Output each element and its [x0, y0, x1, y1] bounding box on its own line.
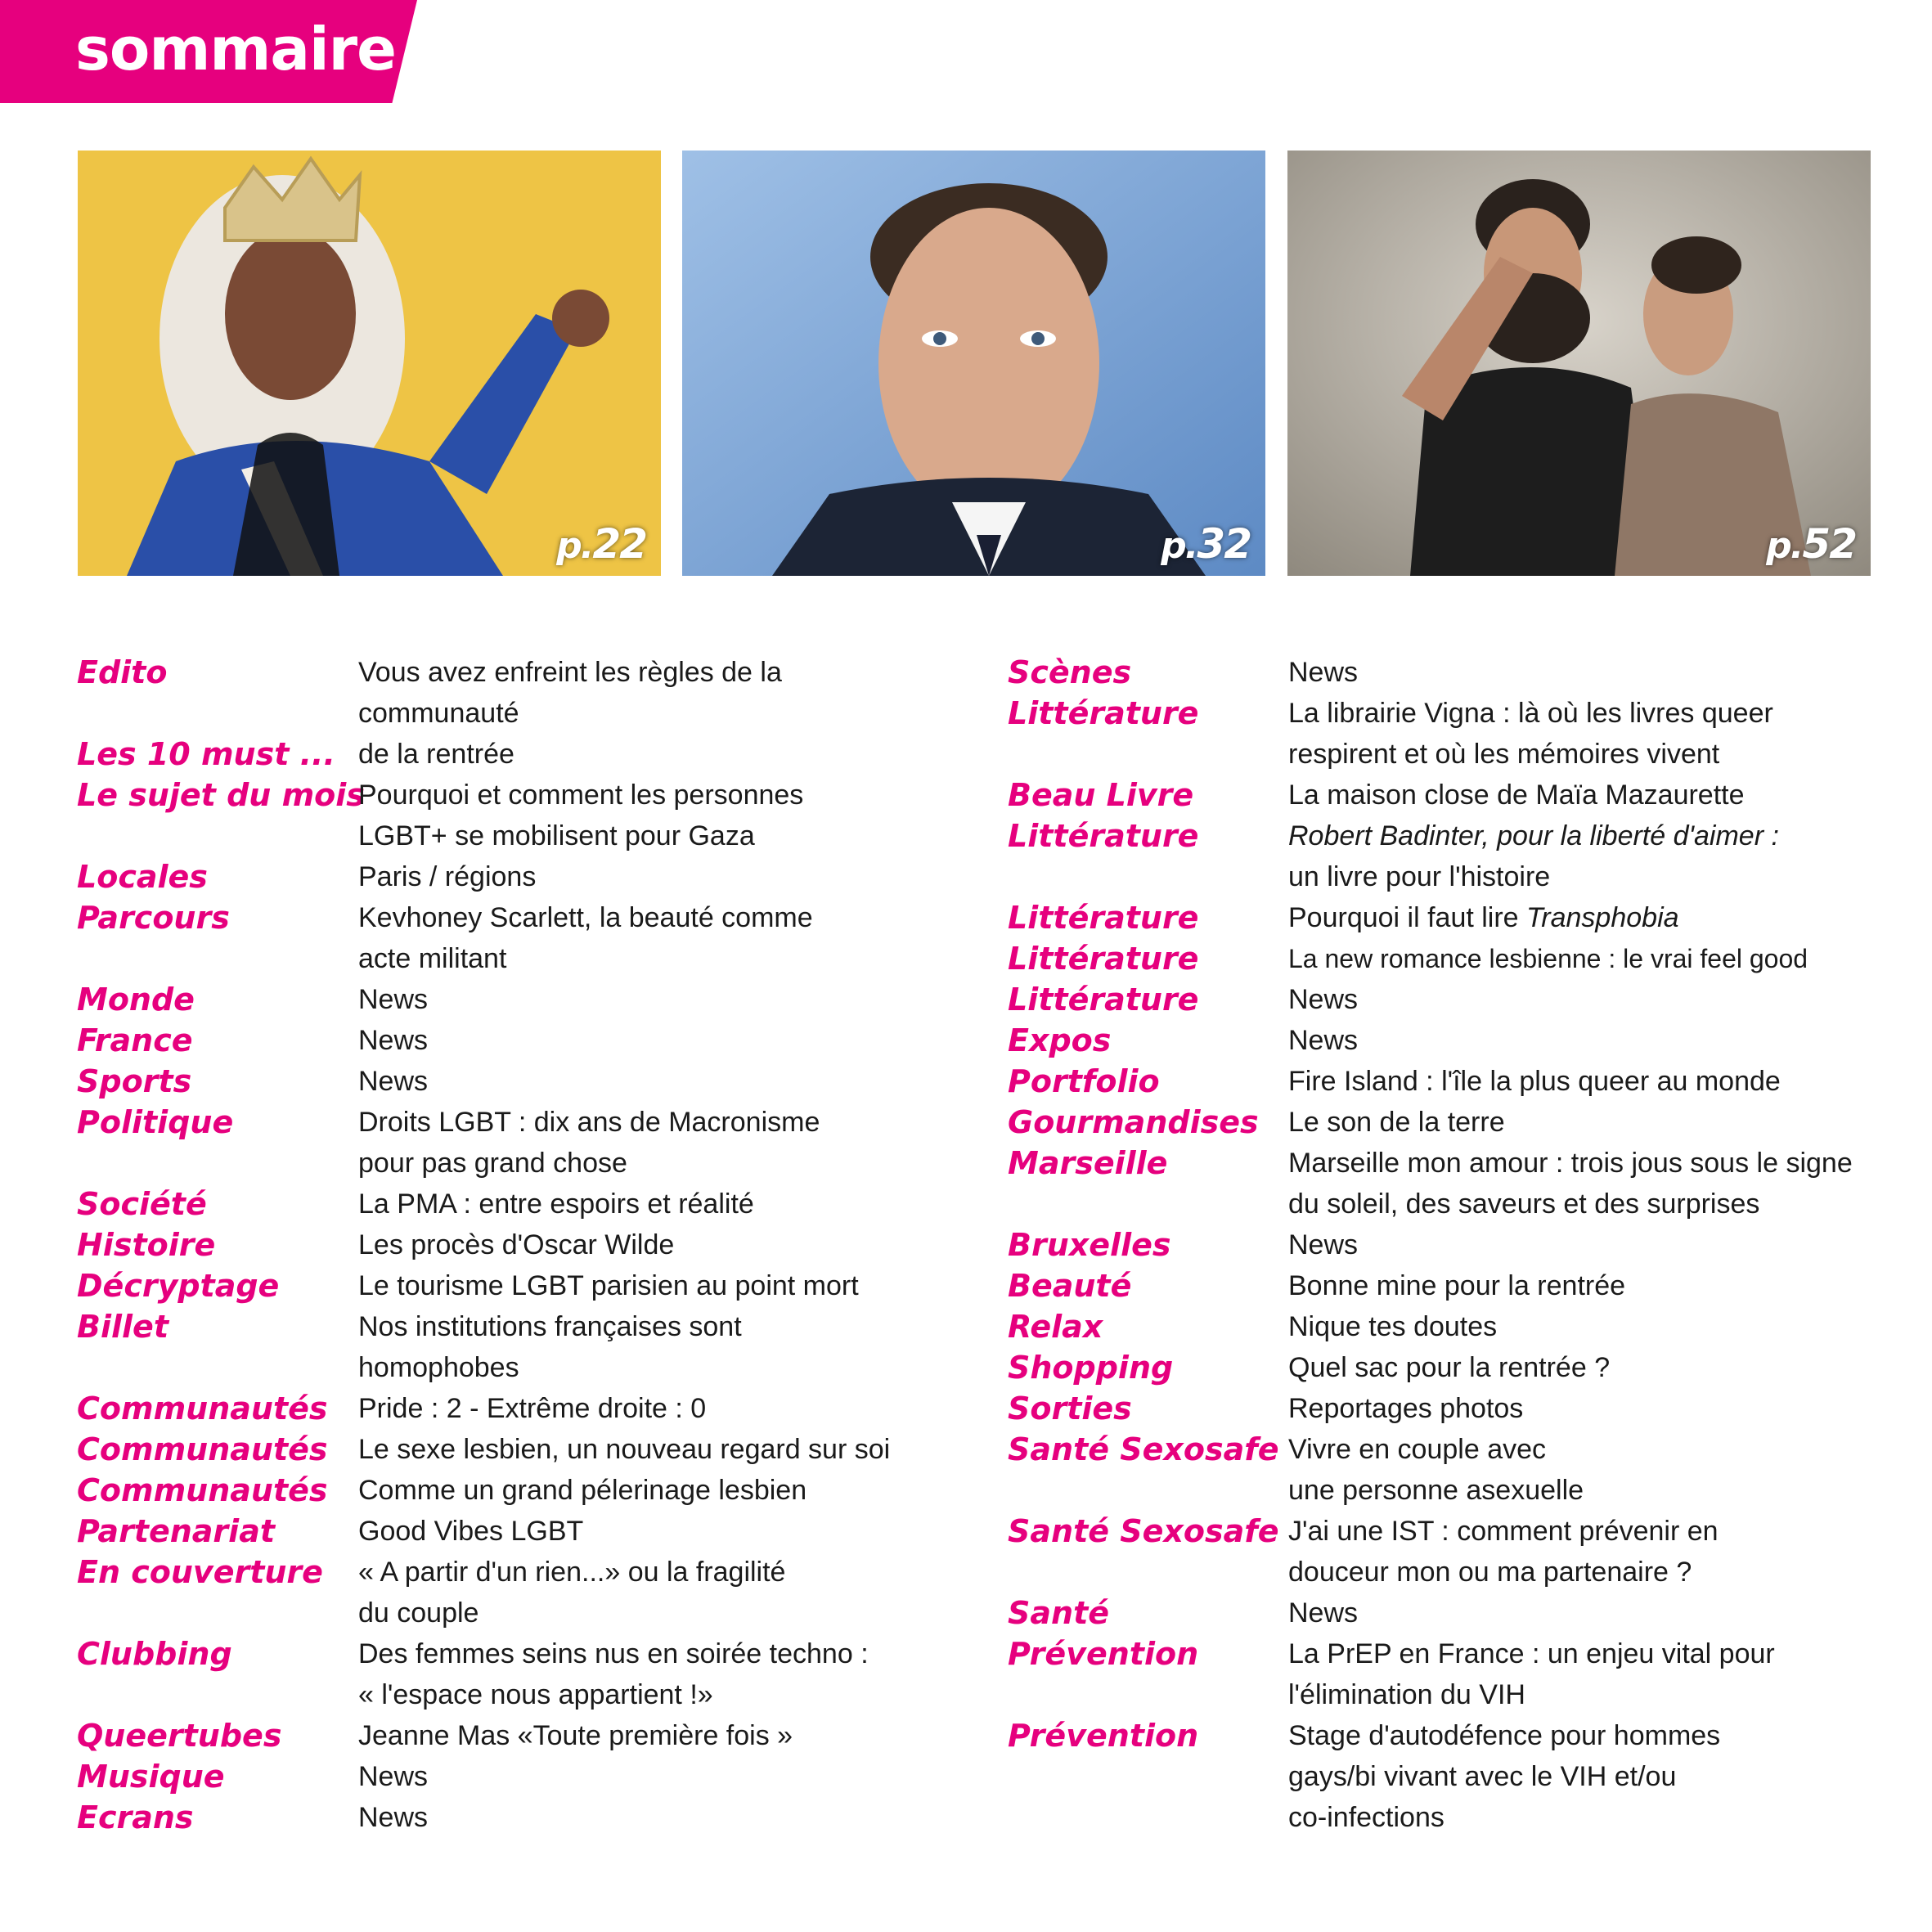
toc-title: Vivre en couple avec une personne asexuelle: [1288, 1434, 1584, 1506]
toc-title: News: [1288, 1229, 1359, 1260]
toc-title: News: [358, 984, 429, 1015]
toc-title: Le tourisme LGBT parisien au point mort: [358, 1270, 859, 1301]
toc-title: Stage d'autodéfence pour hommes gays/bi vivant avec le VIH et/ou co-infections: [1288, 1720, 1721, 1833]
toc-title: Quel sac pour la rentrée ?: [1288, 1352, 1611, 1383]
toc-category: Communautés: [77, 1431, 328, 1467]
toc-category: Histoire: [77, 1227, 216, 1263]
photo-image: [682, 151, 1265, 576]
toc-title: Nique tes doutes: [1288, 1311, 1498, 1342]
toc-title: Nos institutions françaises sont homophobes: [358, 1311, 742, 1383]
toc-category: Edito: [77, 654, 168, 690]
photo-macron[interactable]: [682, 151, 1265, 576]
toc-title: Les procès d'Oscar Wilde: [358, 1229, 675, 1260]
toc-category: Partenariat: [77, 1513, 276, 1549]
toc-title: News: [358, 1066, 429, 1097]
toc-category: Prévention: [1008, 1636, 1199, 1672]
photo-page-ref: p.22: [556, 520, 646, 568]
toc-title: News: [1288, 984, 1359, 1015]
toc-category: Société: [77, 1186, 207, 1222]
toc-category: Littérature: [1008, 982, 1199, 1018]
toc-title: Le sexe lesbien, un nouveau regard sur soi: [358, 1434, 891, 1465]
toc-title: La PMA : entre espoirs et réalité: [358, 1188, 754, 1220]
toc-category: Beauté: [1008, 1268, 1132, 1304]
toc-title: « A partir d'un rien...» ou la fragilité du couple: [358, 1557, 786, 1629]
toc-title: Robert Badinter, pour la liberté d'aimer : un livre pour l'histoire: [1288, 820, 1779, 892]
toc-category: Marseille: [1008, 1145, 1168, 1181]
toc-title: News: [1288, 1025, 1359, 1056]
toc-category: Gourmandises: [1008, 1104, 1259, 1140]
toc-category: Santé: [1008, 1595, 1110, 1631]
toc-category: Monde: [77, 982, 195, 1018]
toc-category: Clubbing: [77, 1636, 232, 1672]
toc-title: News: [358, 1802, 429, 1833]
toc-category: Locales: [77, 859, 208, 895]
toc-title: Des femmes seins nus en soirée techno : « l'espace nous appartient !»: [358, 1638, 869, 1710]
toc-category: Politique: [77, 1104, 234, 1140]
toc-title: News: [358, 1025, 429, 1056]
toc-title: Paris / régions: [358, 861, 537, 892]
toc-title: News: [1288, 1597, 1359, 1629]
toc-category: France: [77, 1022, 193, 1058]
toc-category: Santé Sexosafe: [1008, 1431, 1279, 1467]
toc-category: Communautés: [77, 1391, 328, 1427]
toc-title: Jeanne Mas «Toute première fois »: [358, 1720, 793, 1751]
toc-title: Kevhoney Scarlett, la beauté comme acte militant: [358, 902, 813, 974]
toc-title: Pourquoi il faut lire Transphobia: [1288, 902, 1679, 933]
photo-page-ref: p.32: [1161, 520, 1251, 568]
toc-title: News: [358, 1761, 429, 1792]
toc-title: La PrEP en France : un enjeu vital pour l'élimination du VIH: [1288, 1638, 1775, 1710]
toc-title: Pourquoi et comment les personnes LGBT+ se mobilisent pour Gaza: [358, 780, 804, 851]
toc-title: La maison close de Maïa Mazaurette: [1288, 780, 1745, 811]
toc-category: Les 10 must ...: [77, 736, 335, 772]
photo-page-ref: p.52: [1766, 520, 1856, 568]
toc-category: Parcours: [77, 900, 230, 936]
toc-category: Décryptage: [77, 1268, 280, 1304]
toc-category: Scènes: [1008, 654, 1132, 690]
toc-category: Prévention: [1008, 1718, 1199, 1754]
toc-category: Shopping: [1008, 1350, 1174, 1386]
toc-category: Ecrans: [77, 1799, 194, 1835]
toc-category: Relax: [1008, 1309, 1103, 1345]
toc-category: Littérature: [1008, 941, 1199, 977]
toc-title: Fire Island : l'île la plus queer au monde: [1288, 1066, 1781, 1097]
photo-image: [1287, 151, 1871, 576]
toc-title: Pride : 2 - Extrême droite : 0: [358, 1393, 707, 1424]
toc-title: Reportages photos: [1288, 1393, 1524, 1424]
toc-category: Littérature: [1008, 695, 1199, 731]
toc-category: Sports: [77, 1063, 192, 1099]
toc-category: Sorties: [1008, 1391, 1132, 1427]
toc-title: Droits LGBT : dix ans de Macronisme pour pas grand chose: [358, 1107, 820, 1179]
toc-category: Musique: [77, 1759, 225, 1795]
toc-title: Bonne mine pour la rentrée: [1288, 1270, 1626, 1301]
toc-category: Expos: [1008, 1022, 1112, 1058]
toc-category: Bruxelles: [1008, 1227, 1171, 1263]
toc-title: News: [1288, 657, 1359, 688]
toc-title: J'ai une IST : comment prévenir en douceur mon ou ma partenaire ?: [1288, 1516, 1719, 1588]
photo-cover-miss-trans[interactable]: [78, 151, 661, 576]
toc-category: Communautés: [77, 1472, 328, 1508]
toc-category: Billet: [77, 1309, 168, 1345]
toc-title: Le son de la terre: [1288, 1107, 1505, 1138]
toc-title: de la rentrée: [358, 739, 514, 770]
photo-image: [78, 151, 661, 576]
toc-title: Marseille mon amour : trois jous sous le signe du soleil, des saveurs et des surprises: [1288, 1148, 1853, 1220]
toc-category: Santé Sexosafe: [1008, 1513, 1279, 1549]
toc-title: Vous avez enfreint les règles de la communauté: [358, 657, 782, 729]
toc-category: Le sujet du mois: [77, 777, 365, 813]
toc-category: Beau Livre: [1008, 777, 1194, 813]
toc-category: Littérature: [1008, 900, 1199, 936]
toc-title: La librairie Vigna : là où les livres queer respirent et où les mémoires vivent: [1288, 698, 1773, 770]
toc-category: Portfolio: [1008, 1063, 1160, 1099]
toc-category: Queertubes: [77, 1718, 282, 1754]
toc-category: En couverture: [77, 1554, 323, 1590]
toc-title: La new romance lesbienne : le vrai feel good: [1288, 944, 1808, 973]
toc-category: Littérature: [1008, 818, 1199, 854]
photo-couple[interactable]: [1287, 151, 1871, 576]
page-title: sommaire: [75, 15, 396, 83]
toc-title: Good Vibes LGBT: [358, 1516, 584, 1547]
toc-title: Comme un grand pélerinage lesbien: [358, 1475, 807, 1506]
